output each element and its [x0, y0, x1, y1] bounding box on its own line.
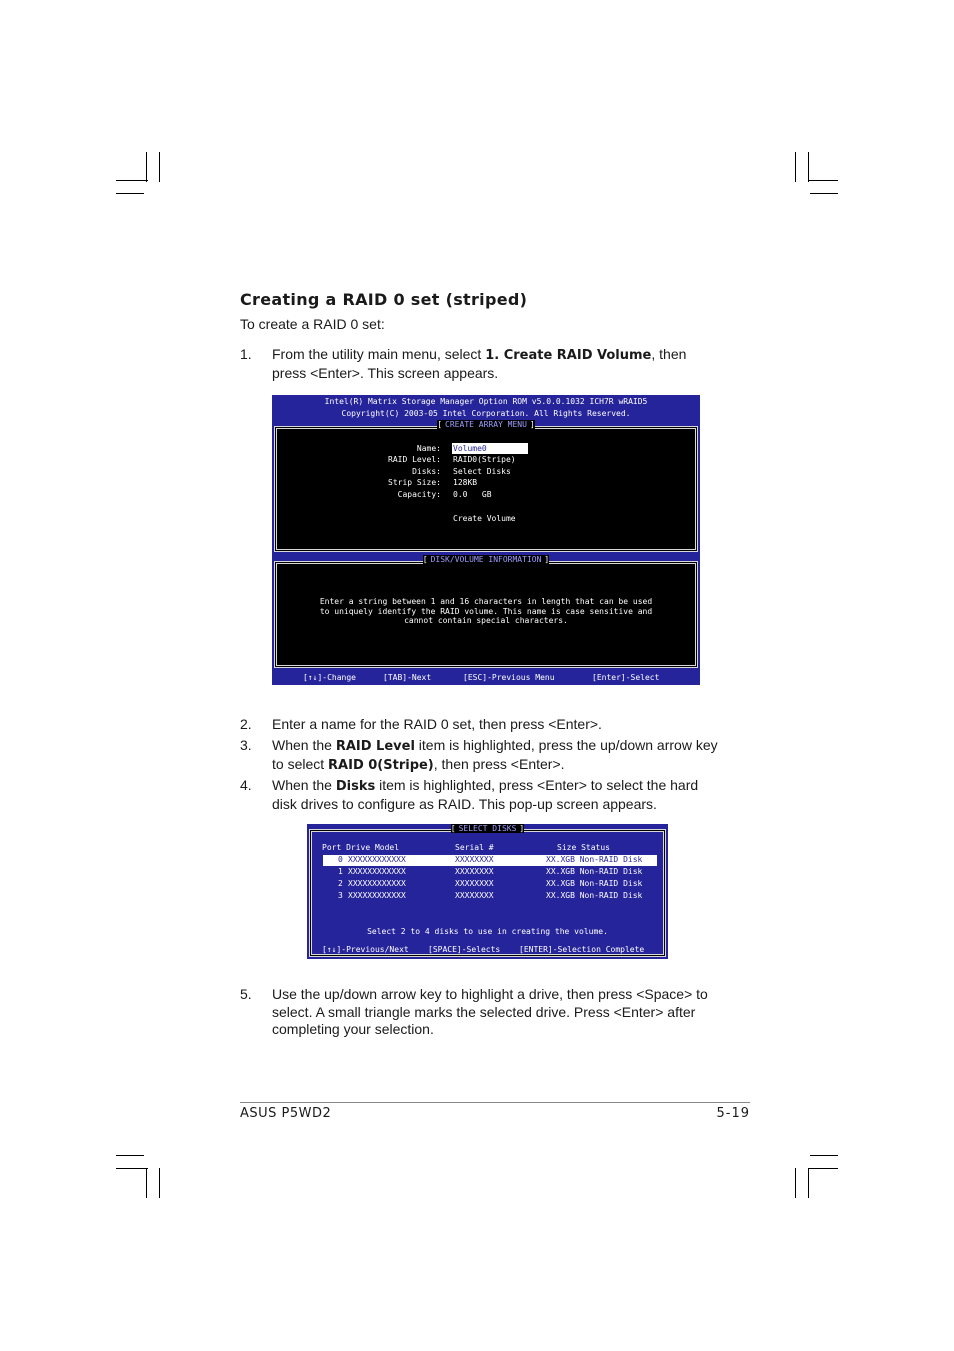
crop-mark	[808, 152, 809, 182]
crop-mark	[808, 180, 838, 181]
column-header-size-status: Size Status	[557, 843, 610, 852]
step-keyword: 1. Create RAID Volume	[485, 348, 652, 363]
crop-mark	[810, 193, 838, 194]
step-text: Enter a name for the RAID 0 set, then press <Enter>.	[272, 716, 602, 732]
step-number: 1.	[240, 346, 252, 362]
panel-title: [ CREATE ARRAY MENU ]	[437, 420, 535, 429]
disk-row[interactable]: 1 XXXXXXXXXXXX XXXXXXXX XX.XGB Non-RAID Disk	[338, 867, 643, 876]
section-title: Creating a RAID 0 set (striped)	[240, 290, 528, 309]
crop-mark	[146, 152, 147, 182]
select-disks-instruction: Select 2 to 4 disks to use in creating the volume.	[367, 927, 608, 936]
crop-mark	[808, 1168, 838, 1169]
step-text: From the utility main menu, select	[272, 346, 486, 362]
step-text: item is highlighted, press <Enter> to select the hard disk drives to configure as RAID. This pop-up screen appears.	[272, 777, 699, 812]
key-next: [TAB]-Next	[383, 673, 432, 682]
disks-value[interactable]: Select Disks	[453, 467, 511, 476]
step-text: Use the up/down arrow key to highlight a drive, then press <Space> to select. A small triangle marks the selected drive. Press <Enter> after completing your selection.	[272, 986, 708, 1037]
crop-mark	[159, 1168, 160, 1198]
step-text: item is highlighted, press the up/down arrow key to select	[272, 737, 718, 772]
crop-mark	[116, 193, 144, 194]
crop-mark	[116, 1155, 144, 1156]
create-array-panel	[274, 420, 698, 552]
create-volume-button[interactable]: Create Volume	[453, 514, 516, 523]
info-line: Enter a string between 1 and 16 characters in length that can be used	[319, 597, 653, 606]
crop-mark	[116, 180, 148, 181]
step-keyword: RAID Level	[335, 739, 415, 754]
step-number: 3.	[240, 737, 252, 753]
step-5	[240, 986, 720, 1039]
key-previous-menu: [ESC]-Previous Menu	[463, 673, 555, 682]
disks-label: Disks:	[412, 467, 441, 476]
disk-row[interactable]: 3 XXXXXXXXXXXX XXXXXXXX XX.XGB Non-RAID Disk	[338, 891, 643, 900]
step-3	[240, 737, 720, 774]
select-disks-panel	[309, 824, 666, 957]
disk-row[interactable]: 2 XXXXXXXXXXXX XXXXXXXX XX.XGB Non-RAID Disk	[338, 879, 643, 888]
intro-text: To create a RAID 0 set:	[240, 316, 385, 332]
step-4	[240, 777, 720, 813]
key-change: [↑↓]-Change	[303, 673, 356, 682]
step-keyword: Disks	[335, 779, 376, 794]
crop-mark	[146, 1168, 147, 1198]
capacity-label: Capacity:	[397, 490, 441, 499]
strip-size-value[interactable]: 128KB	[453, 478, 478, 487]
crop-mark	[159, 152, 160, 182]
crop-mark	[795, 152, 796, 182]
step-number: 4.	[240, 777, 252, 793]
crop-mark	[116, 1168, 148, 1169]
panel-title: [ SELECT DISKS ]	[450, 824, 525, 833]
step-1	[240, 346, 720, 382]
step-number: 2.	[240, 716, 252, 732]
bios-header-line: Intel(R) Matrix Storage Manager Option ROM v5.0.0.1032 ICH7R wRAID5	[324, 397, 648, 406]
step-text: , then press <Enter>. This screen appears.	[272, 346, 687, 381]
key-enter-complete: [ENTER]-Selection Complete	[519, 945, 645, 954]
create-array-screen	[272, 395, 700, 685]
volume-name-input[interactable]: Volume0	[452, 443, 528, 454]
column-header-serial: Serial #	[455, 843, 494, 852]
raid-level-value[interactable]: RAID0(Stripe)	[453, 455, 516, 464]
info-line: cannot contain special characters.	[404, 616, 568, 625]
disk-row[interactable]: 0 XXXXXXXXXXXX XXXXXXXX XX.XGB Non-RAID Disk	[323, 855, 657, 866]
footer-product-name: ASUS P5WD2	[240, 1106, 332, 1121]
footer-rule	[240, 1102, 750, 1103]
crop-mark	[810, 1155, 838, 1156]
info-line: to uniquely identify the RAID volume. This name is case sensitive and	[319, 607, 653, 616]
disk-volume-info-panel	[274, 555, 698, 668]
capacity-value[interactable]: 0.0 GB	[453, 490, 492, 499]
column-header-port-model: Port Drive Model	[322, 843, 400, 852]
step-text: When the	[272, 777, 336, 793]
key-space-selects: [SPACE]-Selects	[428, 945, 501, 954]
footer-page-number: 5-19	[716, 1106, 750, 1121]
crop-mark	[808, 1168, 809, 1198]
panel-title: [ DISK/VOLUME INFORMATION ]	[422, 555, 550, 564]
bios-copyright-line: Copyright(C) 2003-05 Intel Corporation. All Rights Reserved.	[341, 409, 631, 418]
step-text: When the	[272, 737, 336, 753]
step-2	[240, 716, 720, 734]
key-select: [Enter]-Select	[592, 673, 660, 682]
key-previous-next: [↑↓]-Previous/Next	[322, 945, 409, 954]
step-text: , then press <Enter>.	[433, 755, 565, 772]
strip-size-label: Strip Size:	[388, 478, 441, 487]
name-label: Name:	[416, 444, 441, 453]
step-keyword: RAID 0(Stripe)	[328, 757, 434, 773]
crop-mark	[795, 1168, 796, 1198]
raid-level-label: RAID Level:	[388, 455, 441, 464]
select-disks-screen	[307, 824, 668, 959]
step-number: 5.	[240, 986, 252, 1002]
